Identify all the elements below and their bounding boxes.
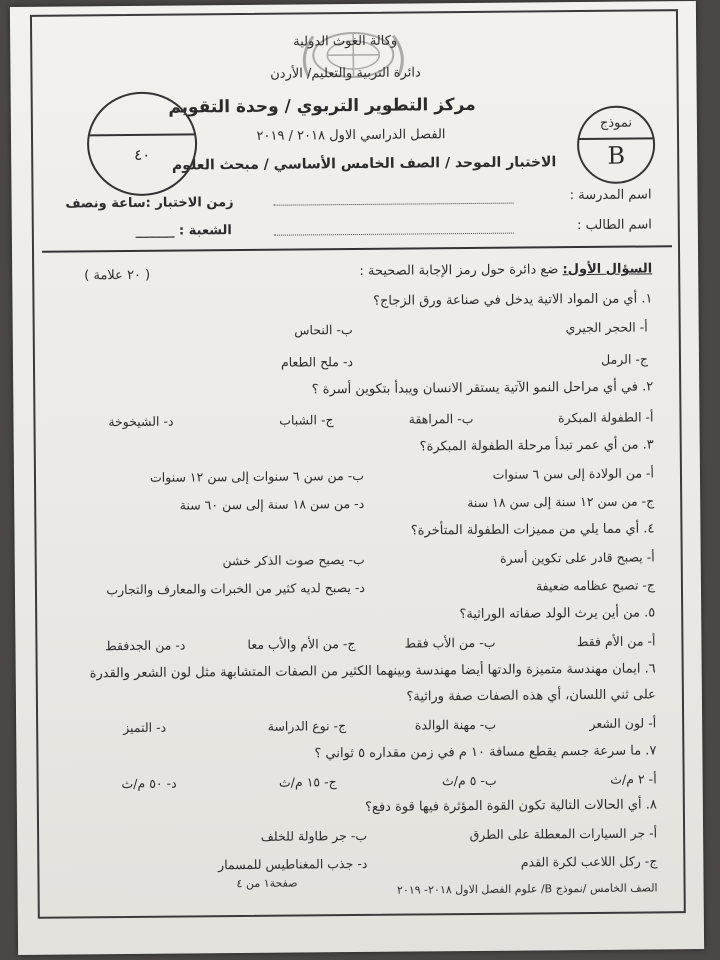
school-label: اسم المدرسة : <box>569 187 652 204</box>
question1-heading <box>312 261 652 279</box>
q8-stem: ٨. أي الحالات التالية تكون القوة المؤثرة فيها قوة دفع؟ <box>365 797 657 815</box>
section-label: الشعبة : ______ <box>135 223 232 239</box>
q4-option-b[interactable]: ب- يصبح صوت الذكر خشن <box>222 551 365 569</box>
q4-option-c[interactable]: ج- تصبح عظامه ضعيفة <box>535 577 656 594</box>
model-label: نموذج <box>599 115 632 131</box>
q5-option-a[interactable]: أ- من الأم فقط <box>576 633 656 650</box>
q8-option-c[interactable]: ج- ركل اللاعب لكرة القدم <box>520 853 658 870</box>
question1-title: السؤال الأول: <box>562 261 653 278</box>
q4-option-d[interactable]: د- يصبح لديه كثير من الخبرات والمعارف والتجارب <box>106 579 366 598</box>
q1-option-a[interactable]: أ- الحجر الجيري <box>565 319 648 336</box>
agency-name: وكالة الغوث الدولية <box>293 33 398 50</box>
question1-marks: ( ٢٠ علامة ) <box>84 267 151 284</box>
q6-option-a[interactable]: أ- لون الشعر <box>589 715 657 731</box>
q8-option-b[interactable]: ب- جر طاولة للخلف <box>260 827 368 844</box>
q6-option-c[interactable]: ج- نوع الدراسة <box>267 718 347 734</box>
q1-option-b[interactable]: ب- النحاس <box>294 322 353 338</box>
q2-option-d[interactable]: د- الشيخوخة <box>108 413 174 430</box>
q2-option-b[interactable]: ب- المراهقة <box>408 410 474 427</box>
exam-time: زمن الاختبار :ساعة ونصف <box>65 195 234 212</box>
q7-option-c[interactable]: ج- ١٥ م/ث <box>278 774 337 790</box>
q5-option-d[interactable]: د- من الجدفقط <box>105 637 186 654</box>
q8-option-a[interactable]: أ- جر السيارات المعطلة على الطرق <box>469 825 658 843</box>
q1-option-c[interactable]: ج- الرمل <box>601 351 649 367</box>
q3-stem: ٣. من أي عمر تبدأ مرحلة الطفولة المبكرة؟ <box>419 437 654 455</box>
question1-instruction: ضع دائرة حول رمز الإجابة الصحيحة : <box>359 262 559 279</box>
semester: الفصل الدراسي الاول ٢٠١٨ / ٢٠١٩ <box>256 127 446 144</box>
q1-option-d[interactable]: د- ملح الطعام <box>280 354 354 370</box>
q6-option-d[interactable]: د- التميز <box>123 719 167 736</box>
q3-option-b[interactable]: ب- من سن ٦ سنوات إلى سن ١٢ سنوات <box>149 467 365 485</box>
center-name: مركز التطوير التربوي / وحدة التقويم <box>168 94 476 118</box>
q2-stem: ٢. في أي مراحل النمو الآتية يستقر الانسان ويبدأ بتكوين أسرة ؟ <box>311 379 654 398</box>
grade-circle <box>87 91 198 196</box>
q7-option-b[interactable]: ب- ٥ م/ث <box>441 772 497 789</box>
q5-option-c[interactable]: ج- من الأم والأب معا <box>247 636 356 652</box>
q4-option-a[interactable]: أ- يصبح قادر على تكوين أسرة <box>499 549 655 566</box>
q2-option-c[interactable]: ج- الشباب <box>279 412 334 428</box>
q8-option-d[interactable]: د- جذب المغناطيس للمسمار <box>218 855 368 873</box>
student-label: اسم الطالب : <box>577 217 652 234</box>
exam-paper <box>10 1 704 955</box>
grade-total: ٤٠ <box>134 145 151 164</box>
q2-option-a[interactable]: أ- الطفولة المبكرة <box>558 409 654 426</box>
q1-stem: ١. أي من المواد الاتية يدخل في صناعة ورق الزجاج؟ <box>372 291 653 309</box>
q3-option-a[interactable]: أ- من الولادة إلى سن ٦ سنوات <box>492 465 655 482</box>
q7-option-d[interactable]: د- ٥٠ م/ث <box>121 775 177 792</box>
q5-option-b[interactable]: ب- من الأب فقط <box>404 634 496 651</box>
q3-option-c[interactable]: ج- من سن ١٢ سنة إلى سن ١٨ سنة <box>467 493 655 511</box>
q6-option-b[interactable]: ب- مهنة الوالدة <box>414 716 497 733</box>
q5-stem: ٥. من أين يرث الولد صفاته الوراثية؟ <box>459 605 656 623</box>
exam-title: الاختبار الموحد / الصف الخامس الأساسي / مبحث العلوم <box>171 154 557 174</box>
model-circle <box>577 105 656 184</box>
q6-stem-line2: على ثني اللسان، أي هذه الصفات صفة وراثية؟ <box>406 687 656 705</box>
q4-stem: ٤. أي مما يلي من مميزات الطفولة المتأخرة؟ <box>410 521 655 539</box>
q6-stem: ٦. ايمان مهندسة متميزة والدتها أيضا مهندسة وبينهما الكثير من الصفات المتشابهة مثل لون الشعر والقدرة <box>89 661 656 682</box>
footer-course: الصف الخامس /نموذج B/ علوم الفصل الاول ٢٠١٨- ٢٠١٩ <box>396 881 658 897</box>
model-letter: B <box>607 141 626 170</box>
q7-option-a[interactable]: أ- ٢ م/ث <box>610 771 657 787</box>
q3-option-d[interactable]: د- من سن ١٨ سنة إلى سن ٦٠ سنة <box>179 495 365 513</box>
department-name: دائرة التربية والتعليم/ الأردن <box>270 65 421 82</box>
footer-page: صفحة١ من ٤ <box>236 876 298 891</box>
q7-stem: ٧. ما سرعة جسم يقطع مسافة ١٠ م في زمن مقداره ٥ ثواني ؟ <box>314 743 657 762</box>
